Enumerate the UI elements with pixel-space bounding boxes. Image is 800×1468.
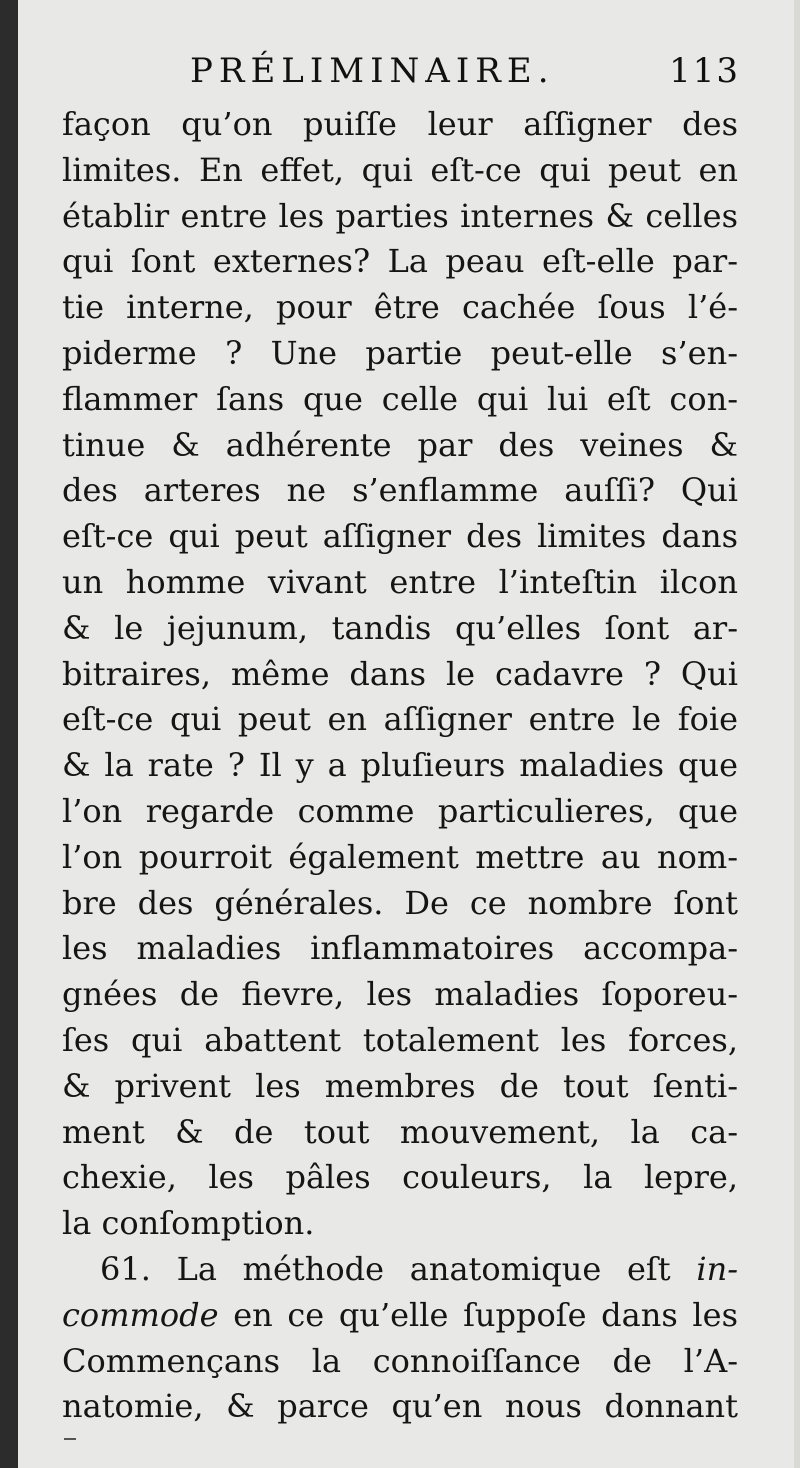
text-line: limites. En effet, qui eſt-ce qui peut en — [62, 150, 738, 189]
text-line: tinue & adhérente par des veines & — [62, 425, 738, 464]
text-line: ſes qui abattent totalement les forces, — [62, 1020, 738, 1059]
text-line: des arteres ne s’enflamme auſſi? Qui — [62, 471, 738, 510]
text-line: façon qu’on puiſſe leur aſſigner des — [62, 105, 738, 143]
text-line: la conſomption. — [62, 1204, 315, 1243]
text-line: eſt-ce qui peut aſſigner des limites dans — [62, 517, 738, 556]
page-number: 113 — [669, 51, 740, 91]
text-line: flammer ſans que celle qui lui eſt con- — [62, 379, 738, 418]
text-line: les maladies inflammatoires accompa- — [62, 929, 738, 968]
text-line: qui ſont externes? La peau eſt-elle par- — [62, 242, 738, 281]
text-line: bre des générales. De ce nombre ſont — [62, 883, 738, 922]
printer-mark — [64, 1438, 76, 1440]
text-line: ment & de tout mouvement, la ca- — [62, 1112, 738, 1151]
running-header — [62, 46, 742, 96]
text-line: gnées de fievre, les maladies ſoporeu- — [62, 975, 738, 1014]
text-line: l’on pourroit également mettre au nom- — [62, 837, 738, 876]
paragraph-61-prefix: 61. La méthode anatomique eſt — [100, 1249, 697, 1288]
paragraph-61-line-2 — [62, 1293, 738, 1339]
paragraph-61-line-3: Commençans la connoiſſance de l’A- — [62, 1341, 738, 1380]
paragraph-61-line-2-rest: en ce qu’elle ſuppoſe dans les — [218, 1295, 738, 1334]
text-line: établir entre les parties internes & celles — [62, 196, 738, 235]
text-line: tie interne, pour être cachée ſous l’é- — [62, 288, 738, 327]
body-text — [62, 102, 738, 1430]
text-line: un homme vivant entre l’inteſtin ilcon — [62, 562, 738, 601]
text-line: & le jejunum, tandis qu’elles ſont ar- — [62, 608, 738, 647]
text-line: & privent les membres de tout ſenti- — [62, 1066, 738, 1105]
text-line: chexie, les pâles couleurs, la lepre, — [62, 1158, 738, 1197]
text-line: eſt-ce qui peut en aſſigner entre le foie — [62, 700, 738, 739]
text-line: bitraires, même dans le cadavre ? Qui — [62, 654, 738, 693]
text-line: piderme ? Une partie peut-elle s’en- — [62, 333, 738, 372]
italic-word-fragment: commode — [62, 1295, 219, 1334]
text-line: & la rate ? Il y a pluſieurs maladies que — [62, 746, 738, 785]
page-outer-edge — [794, 0, 800, 1468]
paragraph-61-line-1 — [62, 1247, 738, 1293]
text-line: l’on regarde comme particulieres, que — [62, 791, 738, 830]
header-title: PRÉLIMINAIRE. — [190, 51, 555, 91]
page-binding-edge — [0, 0, 18, 1468]
italic-word-fragment: in- — [696, 1249, 738, 1288]
paragraph-61-line-4: natomie, & parce qu’en nous donnant — [62, 1387, 738, 1426]
